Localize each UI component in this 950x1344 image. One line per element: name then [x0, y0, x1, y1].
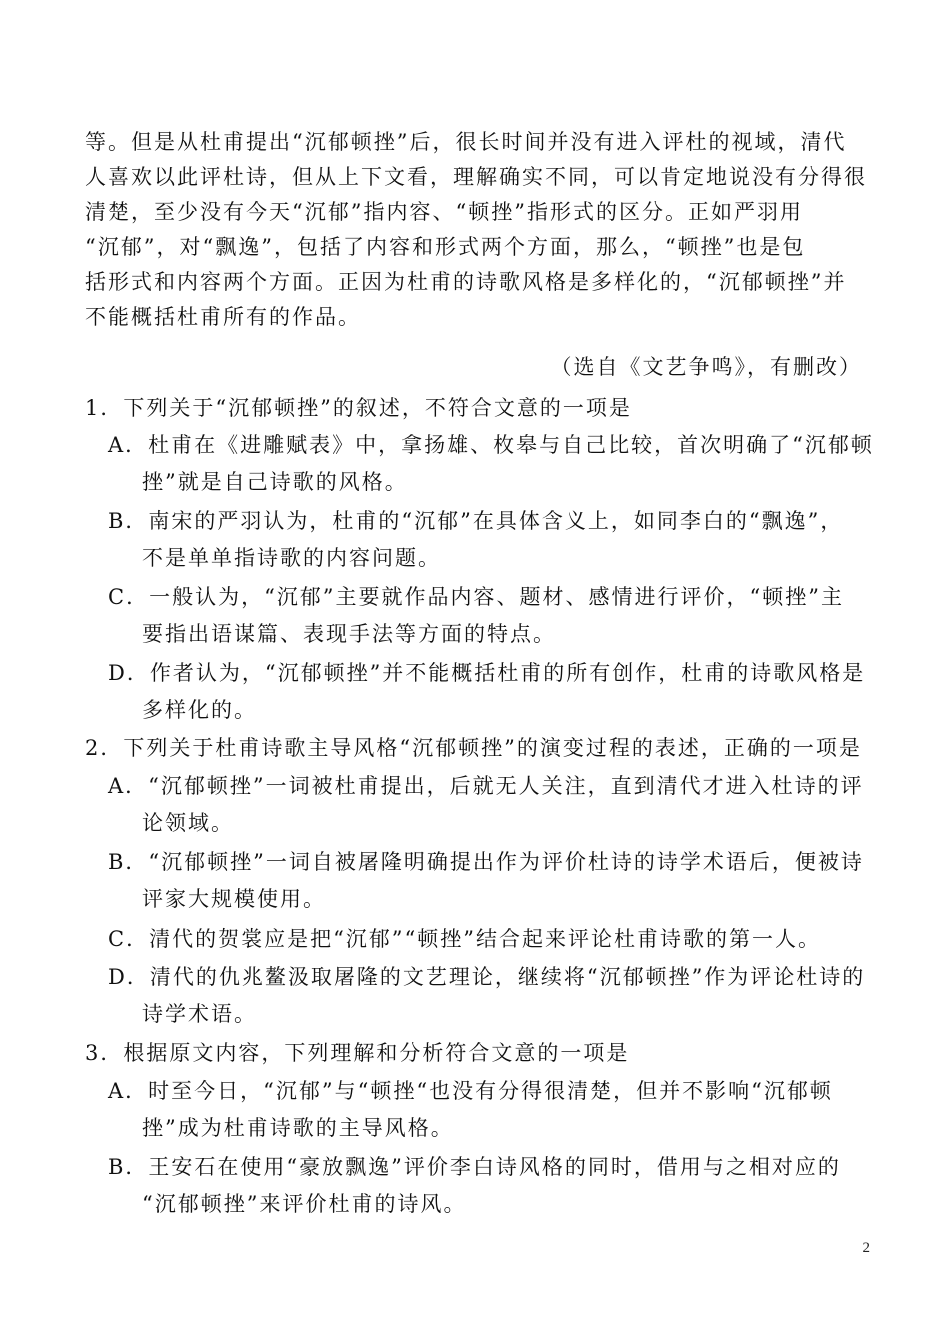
question-1-option-a: A．杜甫在《进雕赋表》中，拿扬雄、枚皋与自己比较，首次明确了“沉郁顿	[108, 433, 874, 457]
question-1-stem: 1．下列关于“沉郁顿挫”的叙述，不符合文意的一项是	[85, 396, 632, 420]
question-3-option-b: B．王安石在使用“豪放飘逸”评价李白诗风格的同时，借用与之相对应的	[108, 1155, 841, 1179]
question-2-option-c: C．清代的贺裳应是把“沉郁”“顿挫”结合起来评论杜甫诗歌的第一人。	[108, 927, 822, 951]
passage-line: “沉郁”，对“飘逸”，包括了内容和形式两个方面，那么，“顿挫”也是包	[85, 235, 806, 259]
question-1-option-d: D．作者认为，“沉郁顿挫”并不能概括杜甫的所有创作，杜甫的诗歌风格是	[108, 661, 866, 685]
source-citation: （选自《文艺争鸣》，有删改）	[550, 355, 862, 379]
question-1-option-d-cont: 多样化的。	[142, 698, 257, 722]
question-3-option-a: A．时至今日，“沉郁”与“顿挫“也没有分得很清楚，但并不影响“沉郁顿	[108, 1079, 833, 1103]
question-2-option-d: D．清代的仇兆鳌汲取屠隆的文艺理论，继续将“沉郁顿挫”作为评论杜诗的	[108, 965, 866, 989]
question-1-option-b-cont: 不是单单指诗歌的内容问题。	[142, 546, 441, 570]
question-2-option-b: B．“沉郁顿挫”一词自被屠隆明确提出作为评价杜诗的诗学术语后，便被诗	[108, 850, 864, 874]
passage-line: 清楚，至少没有今天“沉郁”指内容、“顿挫”指形式的区分。正如严羽用	[85, 200, 803, 224]
question-1-option-c: C．一般认为，“沉郁”主要就作品内容、题材、感情进行评价，“顿挫”主	[108, 585, 845, 609]
question-1-option-b: B．南宋的严羽认为，杜甫的“沉郁”在具体含义上，如同李白的“飘逸”，	[108, 509, 844, 533]
question-2-option-a: A．“沉郁顿挫”一词被杜甫提出，后就无人关注，直到清代才进入杜诗的评	[108, 774, 864, 798]
passage-line: 括形式和内容两个方面。正因为杜甫的诗歌风格是多样化的，“沉郁顿挫”并	[85, 270, 847, 294]
question-1-option-a-cont: 挫”就是自己诗歌的风格。	[142, 470, 408, 494]
passage-line: 等。但是从杜甫提出“沉郁顿挫”后，很长时间并没有进入评杜的视域，清代	[85, 130, 847, 154]
question-1-option-c-cont: 要指出语谋篇、表现手法等方面的特点。	[142, 622, 556, 646]
question-2-option-a-cont: 论领域。	[142, 811, 234, 835]
page-number: 2	[862, 1240, 870, 1256]
question-3-option-a-cont: 挫”成为杜甫诗歌的主导风格。	[142, 1116, 454, 1140]
question-2-option-b-cont: 评家大规模使用。	[142, 887, 326, 911]
passage-line: 不能概括杜甫所有的作品。	[85, 305, 361, 329]
question-3-stem: 3．根据原文内容，下列理解和分析符合文意的一项是	[85, 1041, 630, 1065]
question-2-option-d-cont: 诗学术语。	[142, 1002, 257, 1026]
question-3-option-b-cont: “沉郁顿挫”来评价杜甫的诗风。	[142, 1192, 467, 1216]
question-2-stem: 2．下列关于杜甫诗歌主导风格“沉郁顿挫”的演变过程的表述，正确的一项是	[85, 736, 862, 760]
passage-line: 人喜欢以此评杜诗，但从上下文看，理解确实不同，可以肯定地说没有分得很	[85, 165, 867, 189]
